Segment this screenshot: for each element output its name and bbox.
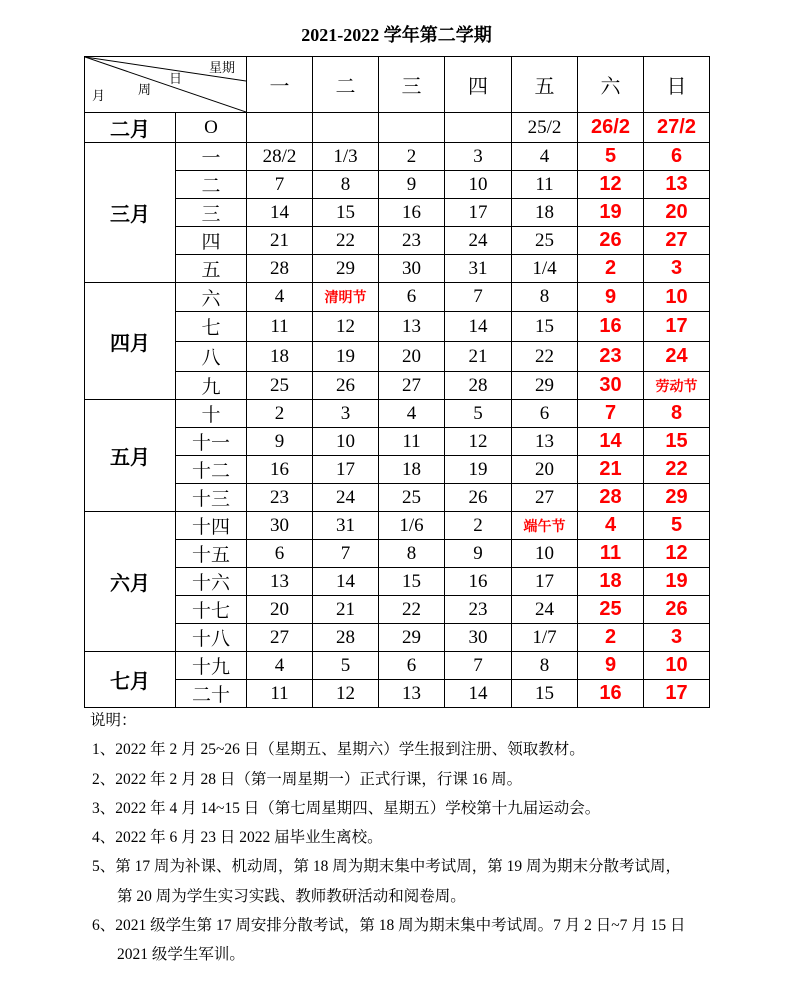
date-cell-tue: 14 bbox=[313, 568, 379, 596]
holiday-label: 劳动节 bbox=[644, 372, 710, 400]
week-number: 十五 bbox=[176, 540, 247, 568]
date-cell-thu bbox=[445, 113, 512, 143]
date-cell-thu: 21 bbox=[445, 342, 512, 372]
date-cell-wed: 8 bbox=[379, 540, 445, 568]
date-cell-mon: 2 bbox=[247, 400, 313, 428]
note-item-2 bbox=[90, 765, 686, 794]
weekday-header-wed: 三 bbox=[379, 57, 445, 113]
date-cell-sat: 2 bbox=[578, 255, 644, 283]
week-row bbox=[85, 227, 710, 255]
date-cell-wed: 18 bbox=[379, 456, 445, 484]
date-cell-sat: 11 bbox=[578, 540, 644, 568]
date-cell-mon: 27 bbox=[247, 624, 313, 652]
notes-section bbox=[90, 706, 686, 970]
date-cell-tue: 17 bbox=[313, 456, 379, 484]
week-number: 十 bbox=[176, 400, 247, 428]
date-cell-tue bbox=[313, 113, 379, 143]
date-cell-fri: 17 bbox=[512, 568, 578, 596]
note-line-continued: 2021 级学生军训。 bbox=[117, 946, 245, 964]
date-cell-sat: 28 bbox=[578, 484, 644, 512]
week-number: 十四 bbox=[176, 512, 247, 540]
date-cell-tue: 10 bbox=[313, 428, 379, 456]
date-cell-thu: 10 bbox=[445, 171, 512, 199]
date-cell-sat: 21 bbox=[578, 456, 644, 484]
note-line: 2、2022 年 2 月 28 日（第一周星期一）正式行课，行课 16 周。 bbox=[92, 770, 523, 788]
week-row bbox=[85, 283, 710, 312]
date-cell-mon: 21 bbox=[247, 227, 313, 255]
date-cell-sat: 5 bbox=[578, 143, 644, 171]
week-row bbox=[85, 372, 710, 400]
week-number: 九 bbox=[176, 372, 247, 400]
header-row bbox=[85, 57, 710, 113]
week-number: 二 bbox=[176, 171, 247, 199]
date-cell-sun: 3 bbox=[644, 624, 710, 652]
date-cell-thu: 5 bbox=[445, 400, 512, 428]
holiday-label: 端午节 bbox=[512, 512, 578, 540]
date-cell-fri: 8 bbox=[512, 652, 578, 680]
date-cell-fri: 22 bbox=[512, 342, 578, 372]
corner-label-month: 月 bbox=[92, 88, 106, 103]
date-cell-wed: 15 bbox=[379, 568, 445, 596]
date-cell-mon: 23 bbox=[247, 484, 313, 512]
date-cell-sat: 30 bbox=[578, 372, 644, 400]
date-cell-tue: 19 bbox=[313, 342, 379, 372]
date-cell-wed: 16 bbox=[379, 199, 445, 227]
week-row bbox=[85, 512, 710, 540]
week-number: 十二 bbox=[176, 456, 247, 484]
date-cell-sat: 14 bbox=[578, 428, 644, 456]
weekday-header-sun: 日 bbox=[644, 57, 710, 113]
date-cell-wed: 6 bbox=[379, 283, 445, 312]
date-cell-tue: 1/3 bbox=[313, 143, 379, 171]
date-cell-tue: 7 bbox=[313, 540, 379, 568]
date-cell-mon: 13 bbox=[247, 568, 313, 596]
date-cell-tue: 28 bbox=[313, 624, 379, 652]
corner-label-week: 周 bbox=[138, 82, 152, 97]
week-number: O bbox=[176, 113, 247, 143]
note-line: 1、2022 年 2 月 25~26 日（星期五、星期六）学生报到注册、领取教材。 bbox=[92, 741, 585, 759]
date-cell-wed: 27 bbox=[379, 372, 445, 400]
week-row bbox=[85, 484, 710, 512]
date-cell-fri: 13 bbox=[512, 428, 578, 456]
date-cell-wed bbox=[379, 113, 445, 143]
week-row bbox=[85, 652, 710, 680]
date-cell-mon: 18 bbox=[247, 342, 313, 372]
week-number: 五 bbox=[176, 255, 247, 283]
date-cell-fri: 25 bbox=[512, 227, 578, 255]
date-cell-sat: 2 bbox=[578, 624, 644, 652]
date-cell-fri: 18 bbox=[512, 199, 578, 227]
date-cell-tue: 15 bbox=[313, 199, 379, 227]
date-cell-fri: 29 bbox=[512, 372, 578, 400]
date-cell-mon: 28/2 bbox=[247, 143, 313, 171]
date-cell-fri: 15 bbox=[512, 680, 578, 708]
week-row bbox=[85, 624, 710, 652]
date-cell-sun: 22 bbox=[644, 456, 710, 484]
holiday-label: 清明节 bbox=[313, 283, 379, 312]
week-number: 八 bbox=[176, 342, 247, 372]
date-cell-sun: 3 bbox=[644, 255, 710, 283]
date-cell-thu: 24 bbox=[445, 227, 512, 255]
date-cell-sun: 27 bbox=[644, 227, 710, 255]
date-cell-fri: 1/4 bbox=[512, 255, 578, 283]
week-row bbox=[85, 199, 710, 227]
week-number: 六 bbox=[176, 283, 247, 312]
note-item-1 bbox=[90, 735, 686, 764]
week-row bbox=[85, 568, 710, 596]
date-cell-wed: 22 bbox=[379, 596, 445, 624]
date-cell-tue: 24 bbox=[313, 484, 379, 512]
date-cell-mon: 25 bbox=[247, 372, 313, 400]
date-cell-wed: 11 bbox=[379, 428, 445, 456]
date-cell-mon: 16 bbox=[247, 456, 313, 484]
note-line: 4、2022 年 6 月 23 日 2022 届毕业生离校。 bbox=[92, 829, 383, 847]
week-row bbox=[85, 400, 710, 428]
date-cell-tue: 3 bbox=[313, 400, 379, 428]
date-cell-mon bbox=[247, 113, 313, 143]
date-cell-sun: 17 bbox=[644, 312, 710, 342]
date-cell-fri: 8 bbox=[512, 283, 578, 312]
date-cell-wed: 1/6 bbox=[379, 512, 445, 540]
weekday-header-tue: 二 bbox=[313, 57, 379, 113]
date-cell-sun: 29 bbox=[644, 484, 710, 512]
date-cell-mon: 4 bbox=[247, 652, 313, 680]
date-cell-sun: 5 bbox=[644, 512, 710, 540]
note-line-continued: 第 20 周为学生实习实践、教师教研活动和阅卷周。 bbox=[117, 887, 466, 905]
note-item-5 bbox=[90, 852, 686, 911]
note-item-3 bbox=[90, 794, 686, 823]
week-row bbox=[85, 680, 710, 708]
note-line: 3、2022 年 4 月 14~15 日（第七周星期四、星期五）学校第十九届运动会。 bbox=[92, 799, 601, 817]
week-row bbox=[85, 113, 710, 143]
date-cell-tue: 29 bbox=[313, 255, 379, 283]
date-cell-sun: 26 bbox=[644, 596, 710, 624]
weekday-header-thu: 四 bbox=[445, 57, 512, 113]
week-number: 一 bbox=[176, 143, 247, 171]
date-cell-thu: 7 bbox=[445, 652, 512, 680]
week-number: 十六 bbox=[176, 568, 247, 596]
date-cell-fri: 11 bbox=[512, 171, 578, 199]
note-item-4 bbox=[90, 823, 686, 852]
corner-label-day: 日 bbox=[169, 71, 183, 86]
date-cell-fri: 24 bbox=[512, 596, 578, 624]
week-number: 十一 bbox=[176, 428, 247, 456]
date-cell-tue: 26 bbox=[313, 372, 379, 400]
week-number: 二十 bbox=[176, 680, 247, 708]
week-number: 十八 bbox=[176, 624, 247, 652]
date-cell-sun: 10 bbox=[644, 652, 710, 680]
month-label: 四月 bbox=[85, 283, 176, 400]
date-cell-sat: 7 bbox=[578, 400, 644, 428]
date-cell-thu: 16 bbox=[445, 568, 512, 596]
date-cell-sun: 6 bbox=[644, 143, 710, 171]
month-label: 五月 bbox=[85, 400, 176, 512]
date-cell-sat: 25 bbox=[578, 596, 644, 624]
header-corner bbox=[85, 57, 247, 113]
date-cell-sun: 12 bbox=[644, 540, 710, 568]
date-cell-thu: 30 bbox=[445, 624, 512, 652]
date-cell-sun: 10 bbox=[644, 283, 710, 312]
date-cell-wed: 23 bbox=[379, 227, 445, 255]
date-cell-thu: 19 bbox=[445, 456, 512, 484]
date-cell-tue: 12 bbox=[313, 312, 379, 342]
date-cell-sat: 4 bbox=[578, 512, 644, 540]
date-cell-sun: 17 bbox=[644, 680, 710, 708]
date-cell-mon: 30 bbox=[247, 512, 313, 540]
date-cell-fri: 25/2 bbox=[512, 113, 578, 143]
date-cell-fri: 1/7 bbox=[512, 624, 578, 652]
date-cell-thu: 17 bbox=[445, 199, 512, 227]
date-cell-tue: 5 bbox=[313, 652, 379, 680]
date-cell-mon: 28 bbox=[247, 255, 313, 283]
date-cell-wed: 13 bbox=[379, 312, 445, 342]
date-cell-sat: 12 bbox=[578, 171, 644, 199]
week-number: 七 bbox=[176, 312, 247, 342]
date-cell-thu: 9 bbox=[445, 540, 512, 568]
date-cell-tue: 31 bbox=[313, 512, 379, 540]
date-cell-sun: 27/2 bbox=[644, 113, 710, 143]
date-cell-mon: 11 bbox=[247, 680, 313, 708]
page-title: 2021-2022 学年第二学期 bbox=[301, 25, 492, 45]
semester-calendar-table bbox=[84, 56, 710, 708]
date-cell-mon: 7 bbox=[247, 171, 313, 199]
date-cell-sat: 9 bbox=[578, 652, 644, 680]
note-line: 6、2021 级学生第 17 周安排分散考试，第 18 周为期末集中考试周。7 月 2 日~7 月 15 日 bbox=[92, 917, 686, 935]
week-number: 十三 bbox=[176, 484, 247, 512]
date-cell-fri: 20 bbox=[512, 456, 578, 484]
month-label: 三月 bbox=[85, 143, 176, 283]
date-cell-wed: 9 bbox=[379, 171, 445, 199]
date-cell-sun: 8 bbox=[644, 400, 710, 428]
week-row bbox=[85, 540, 710, 568]
month-label: 六月 bbox=[85, 512, 176, 652]
weekday-header-fri: 五 bbox=[512, 57, 578, 113]
date-cell-mon: 14 bbox=[247, 199, 313, 227]
date-cell-wed: 6 bbox=[379, 652, 445, 680]
date-cell-wed: 13 bbox=[379, 680, 445, 708]
date-cell-sat: 18 bbox=[578, 568, 644, 596]
date-cell-thu: 2 bbox=[445, 512, 512, 540]
date-cell-mon: 20 bbox=[247, 596, 313, 624]
week-row bbox=[85, 312, 710, 342]
date-cell-fri: 15 bbox=[512, 312, 578, 342]
date-cell-wed: 20 bbox=[379, 342, 445, 372]
month-label: 二月 bbox=[85, 113, 176, 143]
date-cell-thu: 23 bbox=[445, 596, 512, 624]
date-cell-fri: 6 bbox=[512, 400, 578, 428]
date-cell-fri: 4 bbox=[512, 143, 578, 171]
date-cell-wed: 4 bbox=[379, 400, 445, 428]
date-cell-sun: 20 bbox=[644, 199, 710, 227]
date-cell-thu: 26 bbox=[445, 484, 512, 512]
note-line: 5、第 17 周为补课、机动周，第 18 周为期末集中考试周，第 19 周为期末分散考试周， bbox=[92, 858, 682, 876]
calendar-body bbox=[85, 113, 710, 708]
date-cell-sun: 13 bbox=[644, 171, 710, 199]
date-cell-wed: 25 bbox=[379, 484, 445, 512]
date-cell-sat: 23 bbox=[578, 342, 644, 372]
date-cell-thu: 14 bbox=[445, 680, 512, 708]
week-row bbox=[85, 171, 710, 199]
date-cell-wed: 30 bbox=[379, 255, 445, 283]
date-cell-fri: 10 bbox=[512, 540, 578, 568]
week-row bbox=[85, 255, 710, 283]
date-cell-thu: 3 bbox=[445, 143, 512, 171]
date-cell-sat: 26 bbox=[578, 227, 644, 255]
date-cell-mon: 11 bbox=[247, 312, 313, 342]
corner-label-weekday: 星期 bbox=[209, 60, 236, 75]
notes-heading: 说明： bbox=[90, 712, 137, 729]
date-cell-mon: 6 bbox=[247, 540, 313, 568]
date-cell-sun: 19 bbox=[644, 568, 710, 596]
date-cell-fri: 27 bbox=[512, 484, 578, 512]
date-cell-mon: 4 bbox=[247, 283, 313, 312]
date-cell-sat: 9 bbox=[578, 283, 644, 312]
date-cell-sun: 24 bbox=[644, 342, 710, 372]
note-item-6 bbox=[90, 911, 686, 970]
week-row bbox=[85, 428, 710, 456]
week-number: 十九 bbox=[176, 652, 247, 680]
date-cell-thu: 7 bbox=[445, 283, 512, 312]
date-cell-sat: 16 bbox=[578, 680, 644, 708]
date-cell-tue: 8 bbox=[313, 171, 379, 199]
date-cell-thu: 12 bbox=[445, 428, 512, 456]
date-cell-tue: 12 bbox=[313, 680, 379, 708]
weekday-header-mon: 一 bbox=[247, 57, 313, 113]
week-row bbox=[85, 456, 710, 484]
date-cell-thu: 14 bbox=[445, 312, 512, 342]
week-number: 十七 bbox=[176, 596, 247, 624]
date-cell-sat: 16 bbox=[578, 312, 644, 342]
week-row bbox=[85, 596, 710, 624]
date-cell-tue: 22 bbox=[313, 227, 379, 255]
week-number: 四 bbox=[176, 227, 247, 255]
week-row bbox=[85, 342, 710, 372]
week-number: 三 bbox=[176, 199, 247, 227]
date-cell-sun: 15 bbox=[644, 428, 710, 456]
date-cell-mon: 9 bbox=[247, 428, 313, 456]
date-cell-wed: 29 bbox=[379, 624, 445, 652]
date-cell-sat: 19 bbox=[578, 199, 644, 227]
date-cell-tue: 21 bbox=[313, 596, 379, 624]
weekday-header-sat: 六 bbox=[578, 57, 644, 113]
week-row bbox=[85, 143, 710, 171]
date-cell-wed: 2 bbox=[379, 143, 445, 171]
month-label: 七月 bbox=[85, 652, 176, 708]
date-cell-sat: 26/2 bbox=[578, 113, 644, 143]
date-cell-thu: 28 bbox=[445, 372, 512, 400]
date-cell-thu: 31 bbox=[445, 255, 512, 283]
